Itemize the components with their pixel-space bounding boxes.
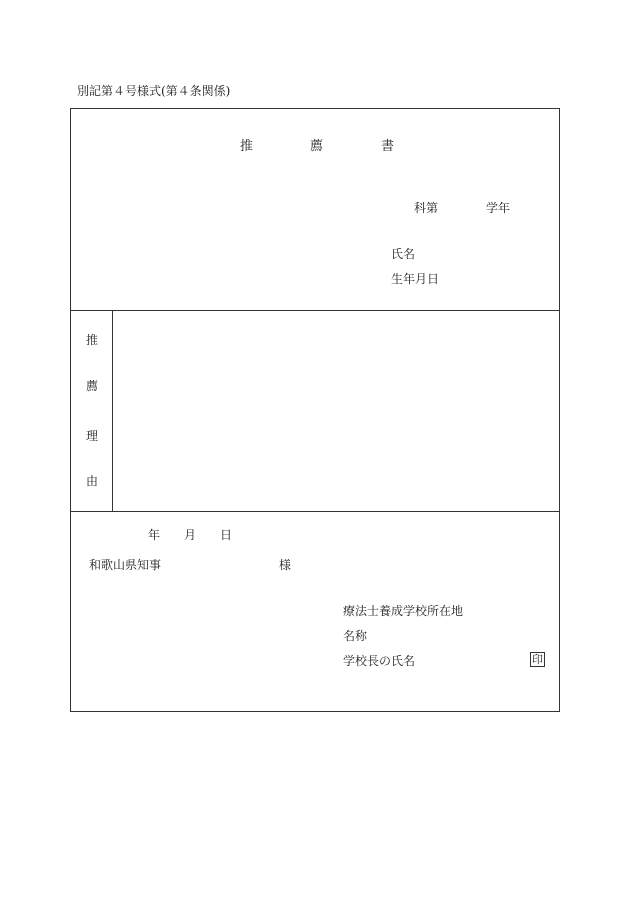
- section-divider-top: [71, 310, 559, 311]
- grade-label: 学年: [486, 201, 511, 215]
- date-month-label: 月: [184, 528, 197, 542]
- principal-name-label: 学校長の氏名: [343, 654, 416, 668]
- recommendation-form: [70, 108, 560, 712]
- reason-column-divider: [112, 310, 113, 511]
- seal-stamp: 印: [532, 653, 543, 666]
- form-title-char: 推: [240, 139, 254, 154]
- date-day-label: 日: [220, 528, 233, 542]
- section-divider-bottom: [71, 511, 559, 512]
- form-title-char: 薦: [310, 139, 324, 154]
- reason-label-char: 由: [86, 474, 99, 488]
- school-address-label: 療法士養成学校所在地: [343, 604, 464, 618]
- date-year-label: 年: [148, 528, 161, 542]
- honorific: 様: [279, 558, 292, 572]
- reason-label-char: 理: [86, 429, 99, 443]
- reason-label-char: 推: [86, 333, 99, 347]
- student-name-label: 氏名: [391, 247, 416, 261]
- form-header: 別記第４号様式(第４条関係): [77, 84, 231, 98]
- addressee: 和歌山県知事: [89, 558, 162, 572]
- birthdate-label: 生年月日: [391, 272, 440, 286]
- form-title-char: 書: [381, 139, 395, 154]
- reason-label-char: 薦: [86, 379, 99, 393]
- department-label: 科第: [414, 201, 439, 215]
- school-name-label: 名称: [343, 629, 368, 643]
